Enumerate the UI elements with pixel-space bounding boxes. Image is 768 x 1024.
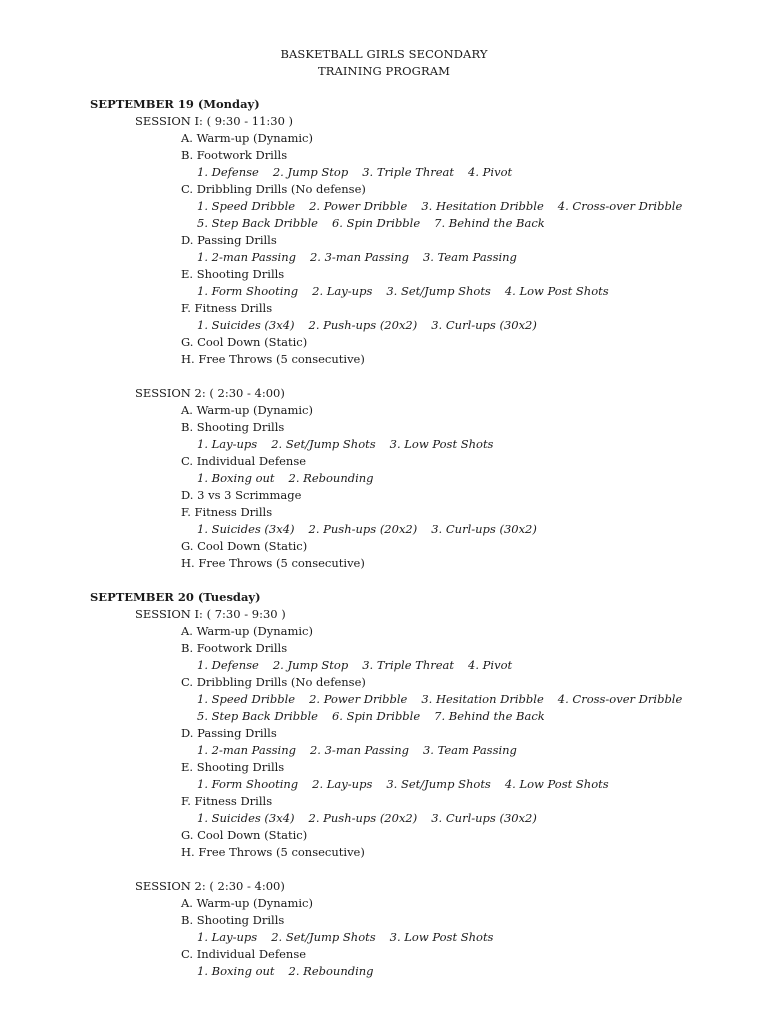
drill-subitems xyxy=(0,249,768,266)
drill-subitem: 7. Behind the Back xyxy=(434,709,545,723)
drill-subitems xyxy=(0,198,768,215)
drill-item: A. Warm-up (Dynamic) xyxy=(181,403,313,417)
drill-subitem: 3. Team Passing xyxy=(422,743,517,757)
drill-subitems xyxy=(0,742,768,759)
drill-subitem: 4. Cross-over Dribble xyxy=(557,692,683,706)
drill-item: A. Warm-up (Dynamic) xyxy=(181,896,313,910)
drill-subitems xyxy=(0,521,768,538)
drill-subitem: 1. 2-man Passing xyxy=(197,743,296,757)
drill-item: C. Individual Defense xyxy=(181,947,307,961)
drill-subitems xyxy=(0,810,768,827)
drill-subitem: 2. Push-ups (20x2) xyxy=(308,811,418,825)
drill-subitem: 3. Team Passing xyxy=(422,250,517,264)
drill-subitem: 3. Triple Threat xyxy=(362,658,455,672)
drill-subitem: 2. Power Dribble xyxy=(309,199,408,213)
drill-subitems xyxy=(0,657,768,674)
drill-subitem: 3. Curl-ups (30x2) xyxy=(431,318,537,332)
drill-subitem: 1. Suicides (3x4) xyxy=(197,522,295,536)
training-schedule xyxy=(0,96,768,980)
title-line-1: BASKETBALL GIRLS SECONDARY xyxy=(280,47,488,61)
drill-subitem: 3. Curl-ups (30x2) xyxy=(431,811,537,825)
drill-subitem: 6. Spin Dribble xyxy=(331,216,421,230)
drill-subitem: 4. Low Post Shots xyxy=(504,284,609,298)
drill-item: A. Warm-up (Dynamic) xyxy=(181,624,313,638)
day-heading: SEPTEMBER 20 (Tuesday) xyxy=(90,590,261,604)
drill-item: D. 3 vs 3 Scrimmage xyxy=(181,488,302,502)
drill-subitem: 4. Pivot xyxy=(468,658,513,672)
drill-item: H. Free Throws (5 consecutive) xyxy=(181,556,365,570)
drill-subitem: 2. Rebounding xyxy=(288,964,374,978)
drill-item: E. Shooting Drills xyxy=(181,267,285,281)
drill-subitem: 3. Curl-ups (30x2) xyxy=(431,522,537,536)
drill-subitem: 2. 3-man Passing xyxy=(309,743,409,757)
drill-subitem: 4. Low Post Shots xyxy=(504,777,609,791)
drill-item: G. Cool Down (Static) xyxy=(181,335,308,349)
drill-subitem: 1. Suicides (3x4) xyxy=(197,811,295,825)
drill-item: F. Fitness Drills xyxy=(181,505,273,519)
drill-item: C. Dribbling Drills (No defense) xyxy=(181,675,366,689)
drill-subitems xyxy=(0,164,768,181)
drill-subitem: 1. Form Shooting xyxy=(197,284,299,298)
drill-subitems xyxy=(0,929,768,946)
drill-subitem: 3. Hesitation Dribble xyxy=(421,692,544,706)
drill-subitem: 1. Defense xyxy=(197,165,259,179)
drill-subitem: 1. Lay-ups xyxy=(197,437,258,451)
drill-subitem: 2. Set/Jump Shots xyxy=(271,437,376,451)
spacer xyxy=(0,368,768,385)
session-label: SESSION 2: ( 2:30 - 4:00) xyxy=(135,386,285,400)
document-title xyxy=(0,46,768,80)
drill-subitem: 1. Lay-ups xyxy=(197,930,258,944)
drill-subitems xyxy=(0,691,768,708)
drill-subitem: 5. Step Back Dribble xyxy=(197,216,318,230)
drill-subitems xyxy=(0,283,768,300)
drill-subitems xyxy=(0,708,768,725)
drill-subitem: 2. Lay-ups xyxy=(312,284,373,298)
drill-subitem: 4. Cross-over Dribble xyxy=(557,199,683,213)
drill-subitem: 4. Pivot xyxy=(468,165,513,179)
drill-subitem: 1. Speed Dribble xyxy=(197,692,296,706)
drill-item: C. Individual Defense xyxy=(181,454,307,468)
drill-subitem: 3. Set/Jump Shots xyxy=(386,284,491,298)
drill-subitem: 1. Speed Dribble xyxy=(197,199,296,213)
drill-subitem: 2. Push-ups (20x2) xyxy=(308,318,418,332)
drill-subitem: 3. Triple Threat xyxy=(362,165,455,179)
drill-subitem: 3. Hesitation Dribble xyxy=(421,199,544,213)
spacer xyxy=(0,572,768,589)
drill-subitems xyxy=(0,436,768,453)
drill-subitem: 5. Step Back Dribble xyxy=(197,709,318,723)
drill-subitem: 2. Set/Jump Shots xyxy=(271,930,376,944)
drill-subitem: 3. Low Post Shots xyxy=(389,437,494,451)
drill-subitem: 1. Form Shooting xyxy=(197,777,299,791)
drill-subitem: 1. Defense xyxy=(197,658,259,672)
drill-item: D. Passing Drills xyxy=(181,726,277,740)
drill-subitem: 3. Low Post Shots xyxy=(389,930,494,944)
day-heading: SEPTEMBER 19 (Monday) xyxy=(90,97,260,111)
drill-item: G. Cool Down (Static) xyxy=(181,828,308,842)
drill-item: F. Fitness Drills xyxy=(181,794,273,808)
drill-subitem: 1. Boxing out xyxy=(197,964,275,978)
drill-subitem: 6. Spin Dribble xyxy=(331,709,421,723)
drill-item: B. Shooting Drills xyxy=(181,420,285,434)
spacer xyxy=(0,861,768,878)
drill-subitem: 2. Rebounding xyxy=(288,471,374,485)
drill-item: B. Shooting Drills xyxy=(181,913,285,927)
drill-subitem: 2. Lay-ups xyxy=(312,777,373,791)
drill-item: B. Footwork Drills xyxy=(181,148,288,162)
drill-item: F. Fitness Drills xyxy=(181,301,273,315)
drill-subitem: 1. Suicides (3x4) xyxy=(197,318,295,332)
drill-subitem: 2. Power Dribble xyxy=(309,692,408,706)
drill-subitems xyxy=(0,963,768,980)
drill-subitem: 3. Set/Jump Shots xyxy=(386,777,491,791)
drill-item: E. Shooting Drills xyxy=(181,760,285,774)
drill-subitems xyxy=(0,776,768,793)
drill-subitem: 2. Push-ups (20x2) xyxy=(308,522,418,536)
drill-subitems xyxy=(0,215,768,232)
drill-item: A. Warm-up (Dynamic) xyxy=(181,131,313,145)
title-line-2: TRAINING PROGRAM xyxy=(317,64,451,78)
drill-subitem: 7. Behind the Back xyxy=(434,216,545,230)
session-label: SESSION 2: ( 2:30 - 4:00) xyxy=(135,879,285,893)
session-label: SESSION I: ( 7:30 - 9:30 ) xyxy=(135,607,286,621)
drill-item: H. Free Throws (5 consecutive) xyxy=(181,352,365,366)
drill-item: H. Free Throws (5 consecutive) xyxy=(181,845,365,859)
drill-subitems xyxy=(0,317,768,334)
drill-subitems xyxy=(0,470,768,487)
drill-subitem: 2. 3-man Passing xyxy=(309,250,409,264)
drill-item: G. Cool Down (Static) xyxy=(181,539,308,553)
drill-subitem: 1. Boxing out xyxy=(197,471,275,485)
drill-item: D. Passing Drills xyxy=(181,233,277,247)
drill-subitem: 2. Jump Stop xyxy=(272,658,349,672)
session-label: SESSION I: ( 9:30 - 11:30 ) xyxy=(135,114,294,128)
drill-subitem: 2. Jump Stop xyxy=(272,165,349,179)
drill-subitem: 1. 2-man Passing xyxy=(197,250,296,264)
drill-item: B. Footwork Drills xyxy=(181,641,288,655)
drill-item: C. Dribbling Drills (No defense) xyxy=(181,182,366,196)
